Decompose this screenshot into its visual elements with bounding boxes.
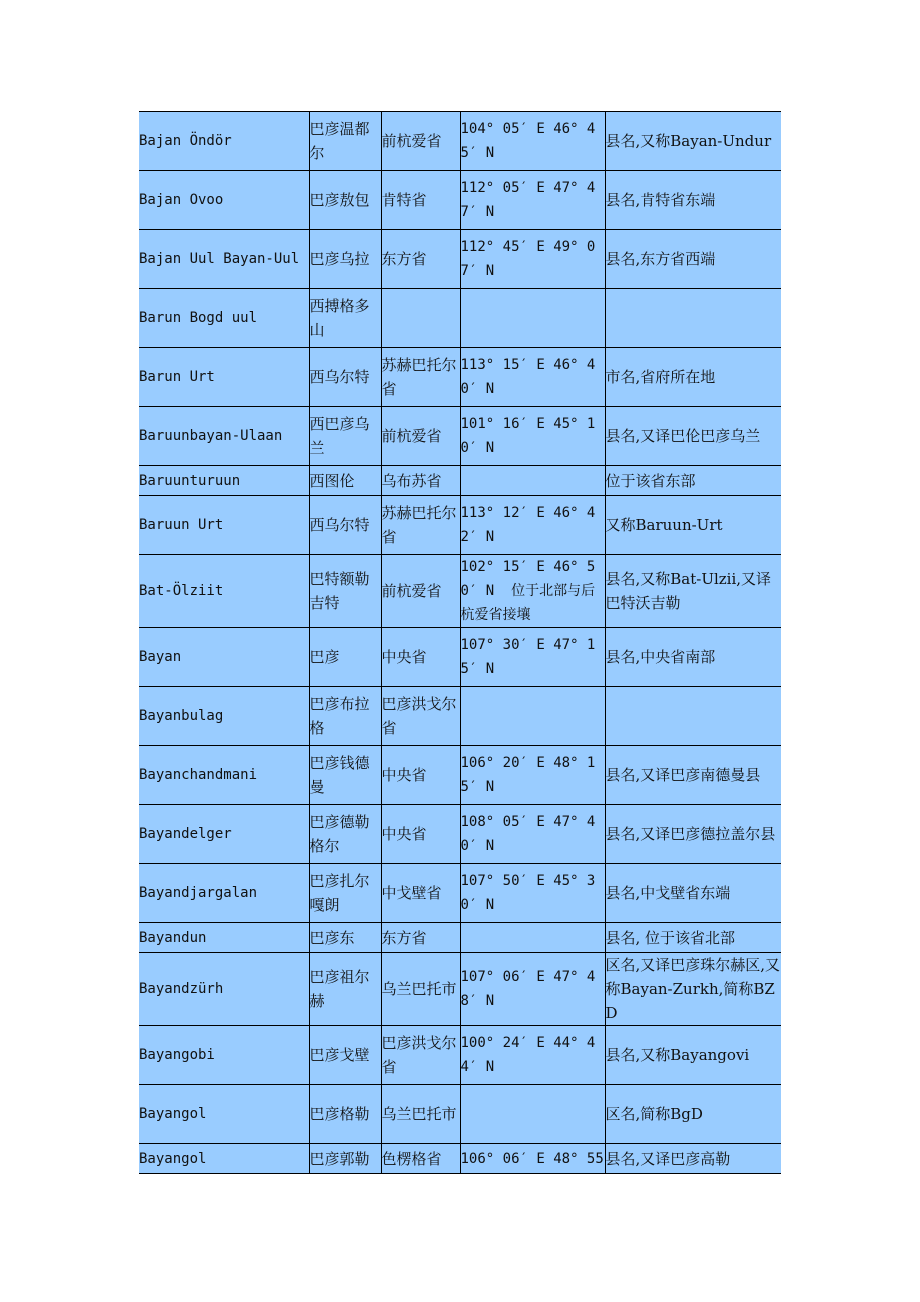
table-row <box>139 1085 781 1144</box>
chinese-name-cell: 巴彦温都尔 <box>309 112 381 171</box>
province-cell: 乌布苏省 <box>381 466 460 496</box>
note-cell <box>605 289 781 348</box>
coordinates-cell: 104° 05′ E 46° 45′ N <box>460 112 605 171</box>
chinese-name-cell: 西乌尔特 <box>309 496 381 555</box>
table-row <box>139 112 781 171</box>
note-cell: 县名,又译巴彦德拉盖尔县 <box>605 805 781 864</box>
table-row <box>139 687 781 746</box>
chinese-name-cell: 巴彦布拉格 <box>309 687 381 746</box>
chinese-name-cell: 巴特额勒吉特 <box>309 555 381 628</box>
province-cell: 前杭爱省 <box>381 112 460 171</box>
latin-name-cell: Bat-Ölziit <box>139 555 309 628</box>
chinese-name-cell: 西乌尔特 <box>309 348 381 407</box>
table-row <box>139 289 781 348</box>
latin-name-cell: Bayanchandmani <box>139 746 309 805</box>
province-cell: 巴彦洪戈尔省 <box>381 687 460 746</box>
latin-name-cell: Bayanbulag <box>139 687 309 746</box>
coordinates-cell <box>460 466 605 496</box>
table-row <box>139 628 781 687</box>
coordinates-cell <box>460 289 605 348</box>
province-cell: 苏赫巴托尔省 <box>381 496 460 555</box>
table-row <box>139 496 781 555</box>
table-row <box>139 348 781 407</box>
chinese-name-cell: 西搏格多山 <box>309 289 381 348</box>
latin-name-cell: Bayandun <box>139 923 309 953</box>
note-cell: 县名,又称Bayan-Undur <box>605 112 781 171</box>
note-cell: 县名,又译巴彦南德曼县 <box>605 746 781 805</box>
note-cell: 县名,又译巴彦高勒 <box>605 1144 781 1174</box>
place-name-table <box>139 111 781 1174</box>
province-cell: 中央省 <box>381 805 460 864</box>
table-row <box>139 466 781 496</box>
table-row <box>139 805 781 864</box>
note-cell: 县名,中央省南部 <box>605 628 781 687</box>
note-cell: 位于该省东部 <box>605 466 781 496</box>
coordinates-cell: 112° 05′ E 47° 47′ N <box>460 171 605 230</box>
coordinates-cell: 101° 16′ E 45° 10′ N <box>460 407 605 466</box>
province-cell: 东方省 <box>381 923 460 953</box>
province-cell: 巴彦洪戈尔省 <box>381 1026 460 1085</box>
coordinates-cell <box>460 1085 605 1144</box>
chinese-name-cell: 西图伦 <box>309 466 381 496</box>
note-cell: 县名,中戈壁省东端 <box>605 864 781 923</box>
note-cell: 区名,又译巴彦珠尔赫区,又称Bayan-Zurkh,简称BZD <box>605 953 781 1026</box>
note-cell: 县名,又译巴伦巴彦乌兰 <box>605 407 781 466</box>
chinese-name-cell: 巴彦 <box>309 628 381 687</box>
note-cell: 区名,简称BgD <box>605 1085 781 1144</box>
table-row <box>139 1144 781 1174</box>
coordinates-cell: 106° 20′ E 48° 15′ N <box>460 746 605 805</box>
chinese-name-cell: 巴彦东 <box>309 923 381 953</box>
province-cell: 中央省 <box>381 628 460 687</box>
note-cell: 县名, 位于该省北部 <box>605 923 781 953</box>
coordinates-cell: 113° 15′ E 46° 40′ N <box>460 348 605 407</box>
province-cell: 东方省 <box>381 230 460 289</box>
note-cell: 县名,肯特省东端 <box>605 171 781 230</box>
table-row <box>139 1026 781 1085</box>
chinese-name-cell: 巴彦扎尔嘎朗 <box>309 864 381 923</box>
note-cell: 县名,东方省西端 <box>605 230 781 289</box>
latin-name-cell: Bayandjargalan <box>139 864 309 923</box>
chinese-name-cell: 巴彦德勒格尔 <box>309 805 381 864</box>
coordinates-cell: 113° 12′ E 46° 42′ N <box>460 496 605 555</box>
latin-name-cell: Bajan Öndör <box>139 112 309 171</box>
table-row <box>139 953 781 1026</box>
province-cell: 前杭爱省 <box>381 407 460 466</box>
coordinates-cell: 107° 06′ E 47° 48′ N <box>460 953 605 1026</box>
note-cell: 又称Baruun-Urt <box>605 496 781 555</box>
latin-name-cell: Bajan Uul Bayan-Uul <box>139 230 309 289</box>
province-cell <box>381 289 460 348</box>
province-cell: 前杭爱省 <box>381 555 460 628</box>
table-row <box>139 171 781 230</box>
table-row <box>139 746 781 805</box>
note-cell: 县名,又称Bayangovi <box>605 1026 781 1085</box>
coordinates-cell <box>460 923 605 953</box>
latin-name-cell: Bayandzürh <box>139 953 309 1026</box>
table-row <box>139 555 781 628</box>
coordinates-cell: 107° 30′ E 47° 15′ N <box>460 628 605 687</box>
chinese-name-cell: 巴彦祖尔赫 <box>309 953 381 1026</box>
coordinates-cell <box>460 687 605 746</box>
chinese-name-cell: 巴彦钱德曼 <box>309 746 381 805</box>
province-cell: 色楞格省 <box>381 1144 460 1174</box>
latin-name-cell: Bayandelger <box>139 805 309 864</box>
latin-name-cell: Bajan Ovoo <box>139 171 309 230</box>
coordinates-cell: 108° 05′ E 47° 40′ N <box>460 805 605 864</box>
chinese-name-cell: 西巴彦乌兰 <box>309 407 381 466</box>
latin-name-cell: Baruun Urt <box>139 496 309 555</box>
table-row <box>139 923 781 953</box>
coordinates-cell: 100° 24′ E 44° 44′ N <box>460 1026 605 1085</box>
latin-name-cell: Bayangobi <box>139 1026 309 1085</box>
latin-name-cell: Baruunturuun <box>139 466 309 496</box>
table-row <box>139 864 781 923</box>
latin-name-cell: Bayan <box>139 628 309 687</box>
chinese-name-cell: 巴彦敖包 <box>309 171 381 230</box>
table-row <box>139 407 781 466</box>
table-body <box>139 112 781 1174</box>
coordinates-cell: 107° 50′ E 45° 30′ N <box>460 864 605 923</box>
chinese-name-cell: 巴彦郭勒 <box>309 1144 381 1174</box>
coordinates-cell: 106° 06′ E 48° 55 <box>460 1144 605 1174</box>
note-cell: 市名,省府所在地 <box>605 348 781 407</box>
coordinates-cell: 102° 15′ E 46° 50′ N 位于北部与后杭爱省接壤 <box>460 555 605 628</box>
table-row <box>139 230 781 289</box>
latin-name-cell: Barun Bogd uul <box>139 289 309 348</box>
province-cell: 肯特省 <box>381 171 460 230</box>
province-cell: 中央省 <box>381 746 460 805</box>
note-cell <box>605 687 781 746</box>
coordinates-cell: 112° 45′ E 49° 07′ N <box>460 230 605 289</box>
latin-name-cell: Baruunbayan-Ulaan <box>139 407 309 466</box>
latin-name-cell: Bayangol <box>139 1085 309 1144</box>
chinese-name-cell: 巴彦乌拉 <box>309 230 381 289</box>
province-cell: 苏赫巴托尔省 <box>381 348 460 407</box>
latin-name-cell: Bayangol <box>139 1144 309 1174</box>
latin-name-cell: Barun Urt <box>139 348 309 407</box>
chinese-name-cell: 巴彦戈壁 <box>309 1026 381 1085</box>
province-cell: 中戈壁省 <box>381 864 460 923</box>
province-cell: 乌兰巴托市 <box>381 1085 460 1144</box>
note-cell: 县名,又称Bat-Ulzii,又译巴特沃吉勒 <box>605 555 781 628</box>
chinese-name-cell: 巴彦格勒 <box>309 1085 381 1144</box>
province-cell: 乌兰巴托市 <box>381 953 460 1026</box>
